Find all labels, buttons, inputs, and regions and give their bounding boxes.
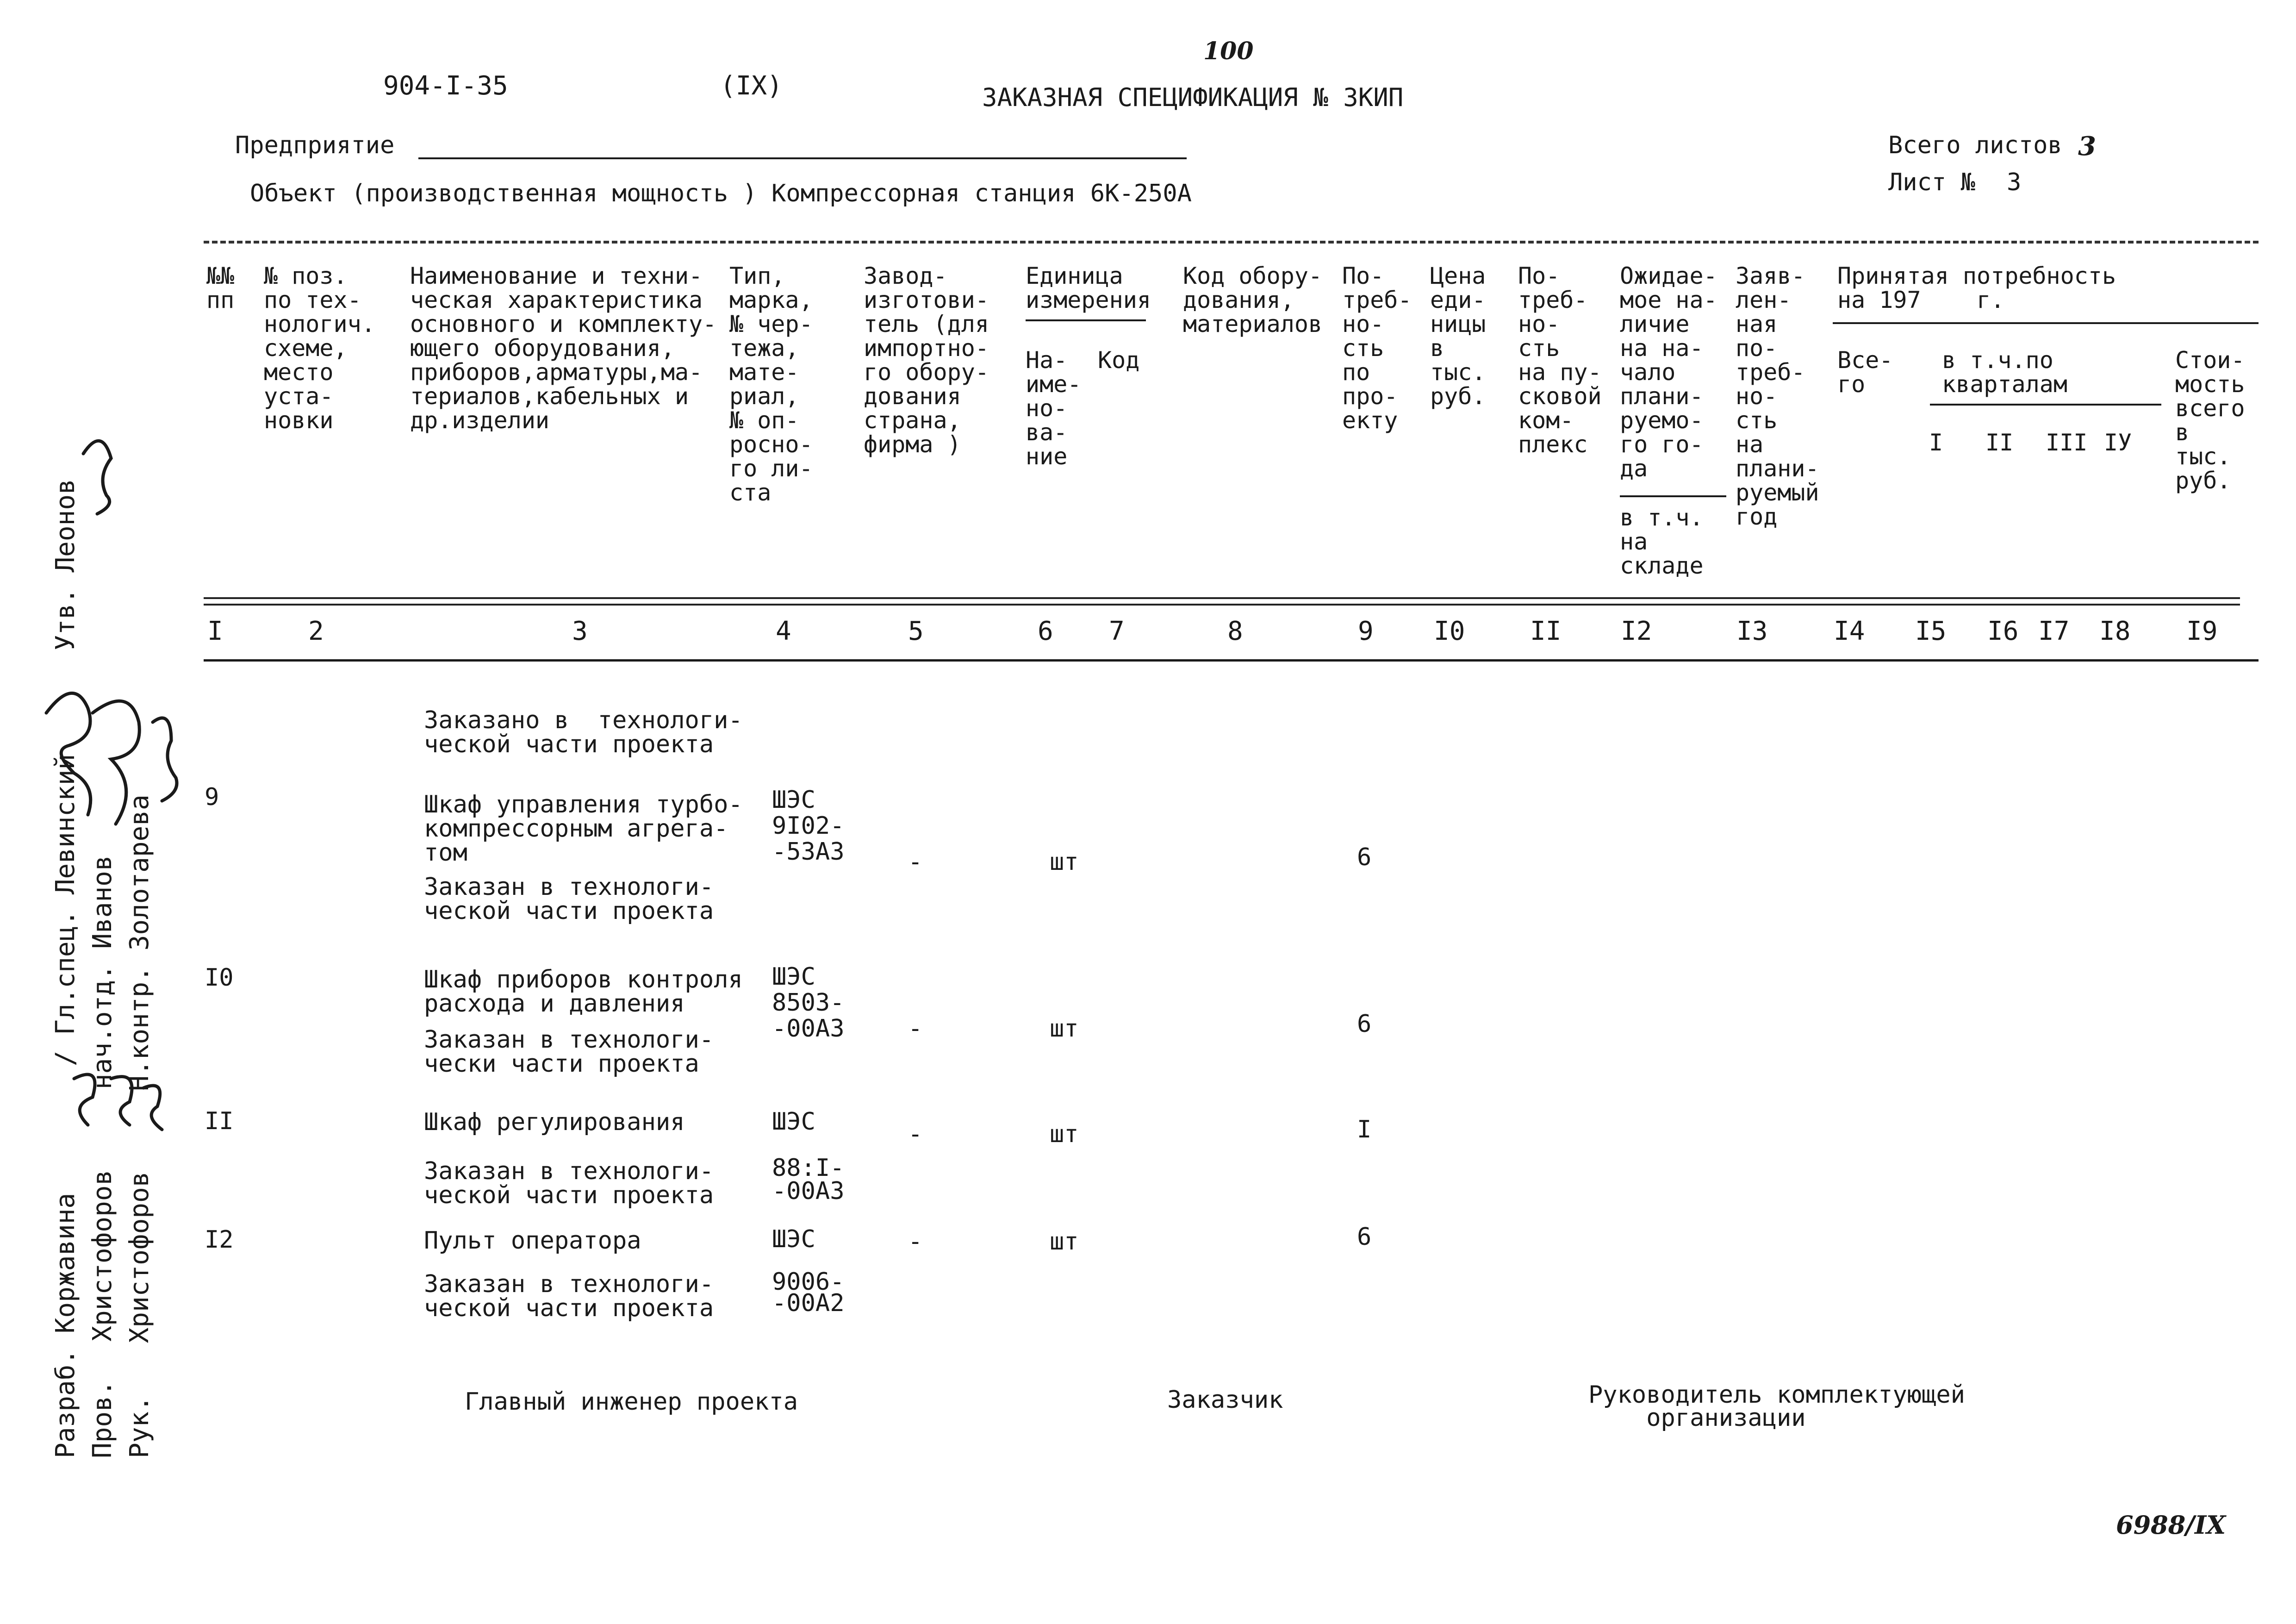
column-number: I9 bbox=[2186, 616, 2218, 646]
column-number: I4 bbox=[1834, 616, 1865, 646]
row-note: Заказан в технологи- чески части проекта bbox=[424, 1026, 714, 1078]
col-header-name: Наименование и техни- ческая характеристика основного и комплекту- ющего оборудования, приборов,арматуры,ма- териалов,кабельных и др.изделии bbox=[410, 262, 717, 434]
stamp-text: Разраб. Коржавина bbox=[50, 1193, 81, 1458]
customer-label: Заказчик bbox=[1167, 1386, 1283, 1414]
row-maker: - bbox=[908, 1120, 923, 1148]
row-unit: шт bbox=[1050, 1015, 1079, 1043]
column-number: II bbox=[1530, 616, 1562, 646]
row-note: Заказан в технологи- ческой части проекта bbox=[424, 1270, 714, 1322]
document-title: ЗАКАЗНАЯ СПЕЦИФИКАЦИЯ № ЗКИП bbox=[982, 83, 1404, 112]
stamp-text: Христофоров bbox=[124, 1171, 155, 1343]
signature-mark bbox=[83, 441, 111, 514]
enterprise-label: Предприятие bbox=[235, 131, 395, 159]
col-header-by-quarters: в т.ч.по кварталам bbox=[1942, 347, 2067, 398]
column-number: 2 bbox=[308, 616, 324, 646]
album-number: (IX) bbox=[720, 71, 783, 101]
col-header-q3: III bbox=[2046, 429, 2088, 456]
total-sheets-value: 3 bbox=[2078, 131, 2096, 162]
col-header-q4: IУ bbox=[2104, 429, 2132, 456]
stamp-text: Христофоров bbox=[87, 1169, 118, 1342]
column-number: 5 bbox=[908, 616, 924, 646]
row-number: I2 bbox=[205, 1226, 234, 1254]
col-header-expected: Ожидае- мое на- личие на на- чало плани- руемо- го го- да bbox=[1620, 262, 1717, 482]
row-name: Пульт оператора bbox=[424, 1227, 641, 1255]
row-number: I0 bbox=[205, 964, 234, 992]
row-maker: - bbox=[908, 848, 923, 876]
row-type: ШЭС 88:I- -00А3 bbox=[772, 1108, 845, 1205]
row-name: Шкаф управления турбо- компрессорным агрега- том bbox=[424, 791, 743, 867]
row-quantity: 6 bbox=[1357, 1223, 1372, 1251]
row-name: Шкаф регулирования bbox=[424, 1108, 685, 1136]
row-quantity: I bbox=[1357, 1116, 1372, 1143]
stamp-text: Рук. bbox=[124, 1396, 155, 1458]
stamp-text: Пров. bbox=[87, 1380, 118, 1458]
signature-mark bbox=[93, 701, 139, 824]
column-number: I8 bbox=[2099, 616, 2131, 646]
table-top-rule bbox=[204, 241, 2259, 244]
doc-code: 904-I-35 bbox=[383, 71, 508, 101]
row-maker: - bbox=[908, 1228, 923, 1255]
column-number: I2 bbox=[1621, 616, 1652, 646]
row-name: Шкаф приборов контроля расхода и давления bbox=[424, 966, 743, 1018]
signature-mark bbox=[111, 1077, 132, 1125]
row-unit: шт bbox=[1050, 848, 1079, 876]
col-header-total: Все- го bbox=[1837, 347, 1893, 398]
column-number: I3 bbox=[1736, 616, 1768, 646]
handwritten-signatures bbox=[19, 417, 194, 1250]
column-number: I0 bbox=[1434, 616, 1465, 646]
column-number: I5 bbox=[1915, 616, 1947, 646]
row-quantity: 6 bbox=[1357, 843, 1372, 871]
column-number: 9 bbox=[1358, 616, 1374, 646]
header-bottom-rule bbox=[204, 597, 2240, 606]
stamp-text: Утв. Леонов bbox=[50, 479, 81, 651]
row-note: Заказан в технологи- ческой части проекта bbox=[424, 1157, 714, 1209]
row-number: 9 bbox=[205, 783, 219, 811]
column-number: I bbox=[207, 616, 223, 646]
col-header-accepted: Принятая потребность на 197 г. bbox=[1837, 262, 2116, 313]
sheet-label: Лист № bbox=[1888, 169, 1975, 196]
total-sheets-label: Всего листов bbox=[1888, 131, 2062, 159]
sheet-number: 3 bbox=[2007, 169, 2022, 196]
page-number: 100 bbox=[1203, 37, 1254, 65]
row-type: ШЭС 9006- -00А2 bbox=[772, 1225, 845, 1317]
col-header-position: № поз. по тех- нологич. схеме, место уста- новки bbox=[264, 262, 375, 434]
signature-mark bbox=[74, 1074, 95, 1125]
col-header-need-project: По- треб- но- сть по про- екту bbox=[1342, 262, 1412, 434]
row-type: ШЭС 8503- -00А3 bbox=[772, 963, 845, 1043]
supplier-head-label: Руководитель комплектующей организации bbox=[1588, 1381, 1965, 1432]
column-numbers-rule bbox=[204, 659, 2259, 662]
col-header-q2: II bbox=[1985, 429, 2014, 456]
accepted-divider bbox=[1833, 322, 2259, 324]
column-number: 8 bbox=[1227, 616, 1243, 646]
stamp-text: Н.контр. Золотарева bbox=[124, 794, 155, 1091]
column-number: I7 bbox=[2038, 616, 2070, 646]
row-note: Заказан в технологи- ческой части проекта bbox=[424, 873, 714, 925]
enterprise-underline bbox=[418, 157, 1187, 159]
row-maker: - bbox=[908, 1015, 923, 1043]
col-header-price: Цена еди- ницы в тыс. руб. bbox=[1430, 262, 1486, 410]
signature-mark bbox=[153, 718, 177, 801]
column-number: 4 bbox=[776, 616, 791, 646]
column-number: 3 bbox=[572, 616, 588, 646]
unit-divider bbox=[1026, 319, 1146, 321]
stamp-text: / Гл.спец. Левинский bbox=[50, 754, 81, 1067]
quarters-divider bbox=[1930, 404, 2161, 406]
row-unit: шт bbox=[1050, 1120, 1079, 1148]
object-line: Объект (производственная мощность ) Компрессорная станция 6К-250А bbox=[250, 180, 1192, 207]
col-header-cost: Стои- мость всего в тыс. руб. bbox=[2175, 347, 2245, 494]
col-header-need-startup: По- треб- но- сть на пу- сковой ком- плекс bbox=[1518, 262, 1602, 458]
column-number: 6 bbox=[1038, 616, 1053, 646]
col-header-num: №№ пп bbox=[206, 262, 235, 313]
column-number: 7 bbox=[1109, 616, 1125, 646]
col-header-maker: Завод- изготови- тель (для импортно- го обору- дования страна, фирма ) bbox=[864, 262, 989, 458]
row-unit: шт bbox=[1050, 1228, 1079, 1255]
col-header-equipment-code: Код обору- дования, материалов bbox=[1183, 262, 1323, 337]
col-header-q1: I bbox=[1929, 429, 1943, 456]
col-header-unit-code: Код bbox=[1098, 347, 1140, 374]
intro-note: Заказано в технологи- ческой части проекта bbox=[424, 706, 743, 758]
col-header-unit-name: На- име- но- ва- ние bbox=[1026, 347, 1082, 470]
column-number: I6 bbox=[1987, 616, 2019, 646]
signature-mark bbox=[46, 693, 91, 815]
row-type: ШЭС 9I02- -53А3 bbox=[772, 786, 845, 866]
row-quantity: 6 bbox=[1357, 1010, 1372, 1038]
stamp-text: нач.отд. Иванов bbox=[87, 855, 118, 1090]
row-number: II bbox=[205, 1107, 234, 1135]
chief-engineer-label: Главный инженер проекта bbox=[465, 1388, 798, 1416]
footer-code: 6988/IX bbox=[2116, 1510, 2226, 1540]
col-header-in-stock: в т.ч. на складе bbox=[1620, 504, 1704, 579]
col-header-declared: Заяв- лен- ная по- треб- но- сть на плани- руемый год bbox=[1736, 262, 1819, 530]
col-header-unit: Единица измерения bbox=[1026, 262, 1151, 313]
signature-mark bbox=[143, 1086, 162, 1130]
expected-divider bbox=[1620, 495, 1726, 497]
col-header-type: Тип, марка, № чер- тежа, мате- риал, № оп- росно- го ли- ста bbox=[729, 262, 813, 506]
